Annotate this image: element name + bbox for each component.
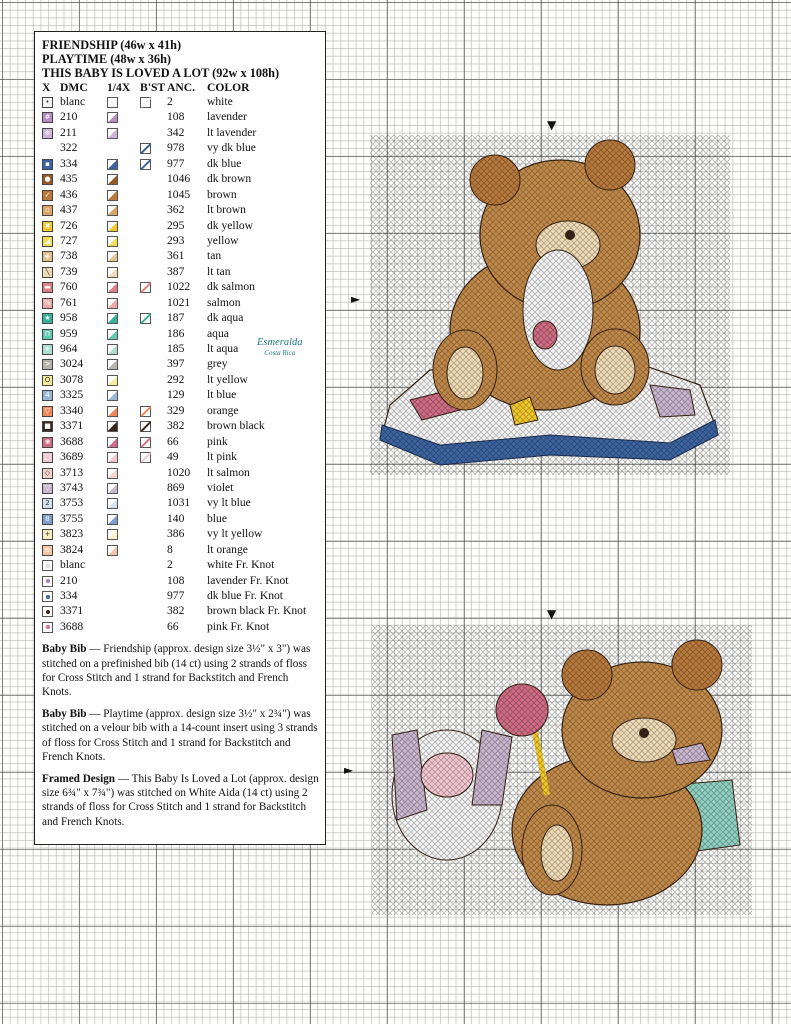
french-knot-icon — [42, 622, 53, 633]
legend-row — [42, 171, 319, 186]
quarter-stitch-swatch — [107, 437, 118, 448]
legend-symbol: ▫ — [42, 205, 53, 216]
legend-title-playtime: PLAYTIME (48w x 36h) — [42, 52, 172, 66]
legend-dmc: 727 — [60, 233, 78, 247]
legend-dmc: 3713 — [60, 465, 84, 479]
note-text: Playtime (approx. design size 3½" x 2¾") was stitched on a velour bib with a 14-count insert using 3 strands of floss for Cross Stitch and 1 strand for Backstitch and French Knots. — [42, 708, 318, 763]
quarter-stitch-swatch — [107, 298, 118, 309]
quarter-stitch-swatch — [107, 251, 118, 262]
stitching-note — [42, 707, 319, 764]
legend-dmc: 3325 — [60, 388, 84, 402]
legend-anc: 129 — [167, 388, 185, 402]
backstitch-swatch — [140, 282, 151, 293]
french-knot-icon — [42, 560, 53, 571]
legend-dmc: 3824 — [60, 542, 84, 556]
quarter-stitch-swatch — [107, 205, 118, 216]
legend-anc: 1020 — [167, 465, 191, 479]
quarter-stitch-swatch — [107, 514, 118, 525]
legend-anc: 342 — [167, 125, 185, 139]
legend-color-name: pink Fr. Knot — [207, 619, 270, 633]
legend-anc: 1046 — [167, 172, 191, 186]
arrow-down-icon: ▼ — [547, 607, 557, 621]
legend-anc: 295 — [167, 218, 185, 232]
french-knot-icon — [42, 576, 53, 587]
legend-row — [42, 465, 319, 480]
stitch-texture — [370, 135, 730, 475]
legend-color-name: lt blue — [207, 388, 237, 402]
legend-color-name: brown black Fr. Knot — [207, 604, 307, 618]
legend-color-name: vy lt yellow — [207, 527, 263, 541]
legend-row — [42, 125, 319, 140]
legend-row — [42, 387, 319, 402]
legend-dmc: 3340 — [60, 403, 84, 417]
backstitch-swatch — [140, 421, 151, 432]
note-title: Framed Design — [42, 772, 116, 785]
legend-anc: 386 — [167, 527, 185, 541]
legend-row — [42, 156, 319, 171]
col-color: COLOR — [207, 81, 250, 94]
legend-row — [42, 542, 319, 557]
legend-row — [42, 449, 319, 464]
quarter-stitch-swatch — [107, 159, 118, 170]
quarter-stitch-swatch — [107, 483, 118, 494]
legend-row — [42, 187, 319, 202]
quarter-stitch-swatch — [107, 236, 118, 247]
quarter-stitch-swatch — [107, 174, 118, 185]
backstitch-swatch — [140, 437, 151, 448]
quarter-stitch-swatch — [107, 529, 118, 540]
legend-color-name: brown — [207, 187, 237, 201]
legend-dmc: 437 — [60, 203, 78, 217]
legend-dmc: 3823 — [60, 527, 84, 541]
legend-row — [42, 495, 319, 510]
legend-row — [42, 233, 319, 248]
legend-dmc: 3371 — [60, 604, 84, 618]
esmeralda-watermark — [257, 338, 303, 358]
legend-dmc: 958 — [60, 311, 78, 325]
legend-knot-row — [42, 573, 319, 588]
legend-color-name: lt yellow — [207, 372, 248, 386]
legend-symbol: ※ — [42, 128, 53, 139]
legend-symbol: ▽ — [42, 483, 53, 494]
legend-dmc: blanc — [60, 558, 86, 572]
quarter-stitch-swatch — [107, 282, 118, 293]
legend-dmc: 761 — [60, 295, 78, 309]
col-dmc: DMC — [60, 81, 88, 94]
legend-anc: 66 — [167, 434, 179, 448]
legend-anc: 140 — [167, 511, 185, 525]
legend-dmc: 322 — [60, 141, 78, 155]
legend-anc: 869 — [167, 480, 185, 494]
legend-anc: 397 — [167, 357, 185, 371]
legend-color-name: aqua — [207, 326, 229, 340]
legend-dmc: 435 — [60, 172, 78, 186]
legend-symbol: ✓ — [42, 190, 53, 201]
legend-dmc: 3024 — [60, 357, 84, 371]
legend-color-name: salmon — [207, 295, 241, 309]
legend-row — [42, 310, 319, 325]
legend-color-name: vy lt blue — [207, 496, 251, 510]
legend-color-name: lt tan — [207, 264, 231, 278]
legend-row — [42, 434, 319, 449]
legend-color-name: lt brown — [207, 203, 246, 217]
legend-anc: 382 — [167, 604, 185, 618]
backstitch-swatch — [140, 313, 151, 324]
legend-title-friendship: FRIENDSHIP (46w x 41h) — [42, 38, 182, 52]
legend-color-name: dk yellow — [207, 218, 254, 232]
col-x: X — [42, 81, 51, 94]
legend-knot-row — [42, 557, 319, 572]
legend-anc: 8 — [167, 542, 173, 556]
legend-symbol: ◇ — [42, 468, 53, 479]
legend-symbol: ▪ — [42, 159, 53, 170]
friendship-bear-motif — [370, 135, 730, 475]
legend-row — [42, 372, 319, 387]
note-dash: — — [86, 708, 104, 721]
legend-knot-row — [42, 619, 319, 634]
legend-anc: 1021 — [167, 295, 191, 309]
legend-anc: 108 — [167, 573, 185, 587]
legend-dmc: 3078 — [60, 372, 84, 386]
french-knot-icon — [42, 591, 53, 602]
legend-symbol: ◈ — [42, 251, 53, 262]
quarter-stitch-swatch — [107, 344, 118, 355]
legend-knots — [42, 557, 319, 634]
legend-color-name: lt aqua — [207, 342, 239, 355]
legend-dmc: 760 — [60, 280, 78, 294]
legend-color-name: brown black — [207, 419, 265, 433]
legend-anc: 108 — [167, 110, 185, 124]
legend-dmc: 210 — [60, 110, 78, 124]
quarter-stitch-swatch — [107, 128, 118, 139]
legend-color-name: white — [207, 95, 233, 108]
legend-symbol: ▬ — [42, 282, 53, 293]
legend-notes — [42, 642, 319, 828]
legend-column-headers — [42, 80, 319, 94]
legend-anc: 1045 — [167, 187, 191, 201]
legend-anc: 361 — [167, 249, 185, 263]
legend-anc: 1031 — [167, 496, 191, 510]
legend-anc: 186 — [167, 326, 185, 340]
legend-symbol: % — [42, 298, 53, 309]
legend-color-name: dk salmon — [207, 280, 255, 294]
legend-row — [42, 218, 319, 233]
watermark-name: Esmeralda — [257, 337, 303, 348]
col-anc: ANC. — [167, 81, 196, 94]
legend-color-name: blue — [207, 511, 227, 525]
legend-anc: 978 — [167, 141, 185, 155]
quarter-stitch-swatch — [107, 390, 118, 401]
quarter-stitch-swatch — [107, 498, 118, 509]
arrow-down-icon: ▼ — [547, 118, 557, 132]
legend-row — [42, 202, 319, 217]
quarter-stitch-swatch — [107, 421, 118, 432]
legend-symbol: ▽ — [42, 406, 53, 417]
legend-dmc: 436 — [60, 187, 78, 201]
legend-color-name: violet — [207, 480, 234, 494]
legend-symbol: ■ — [42, 421, 53, 432]
legend-anc: 329 — [167, 403, 185, 417]
legend-symbol: ◢ — [42, 236, 53, 247]
legend-symbol: ✖ — [42, 221, 53, 232]
backstitch-swatch — [140, 97, 151, 108]
legend-anc: 187 — [167, 311, 185, 325]
legend-row — [42, 140, 319, 155]
note-dash: — — [86, 643, 104, 656]
legend-dmc: 3743 — [60, 480, 84, 494]
quarter-stitch-swatch — [107, 221, 118, 232]
legend-symbol: > — [42, 359, 53, 370]
legend-anc: 66 — [167, 619, 179, 633]
legend-dmc: 3753 — [60, 496, 84, 510]
quarter-stitch-swatch — [107, 359, 118, 370]
arrow-right-icon: ► — [344, 763, 354, 777]
legend-symbol: + — [42, 529, 53, 540]
backstitch-swatch — [140, 159, 151, 170]
legend-dmc: 3371 — [60, 419, 84, 433]
legend-row — [42, 248, 319, 263]
legend-anc: 362 — [167, 203, 185, 217]
legend-color-name: dk brown — [207, 172, 252, 186]
legend-title-loved: THIS BABY IS LOVED A LOT (92w x 108h) — [42, 66, 280, 80]
legend-color-name: dk aqua — [207, 311, 244, 325]
legend-rows — [42, 94, 319, 557]
legend-color-name: dk blue Fr. Knot — [207, 589, 284, 602]
note-title: Baby Bib — [42, 643, 87, 656]
legend-dmc: 959 — [60, 326, 78, 340]
legend-symbol: ● — [42, 174, 53, 185]
legend-anc: 977 — [167, 589, 185, 602]
legend-anc: 293 — [167, 233, 185, 247]
backstitch-swatch — [140, 452, 151, 463]
legend-anc: 1022 — [167, 280, 191, 294]
legend-color-name: lt lavender — [207, 125, 257, 139]
legend-dmc: 964 — [60, 342, 78, 355]
quarter-stitch-swatch — [107, 97, 118, 108]
legend-color-name: yellow — [207, 233, 239, 247]
stitching-note — [42, 772, 319, 829]
legend-anc: 382 — [167, 419, 185, 433]
stitch-texture — [372, 625, 752, 915]
legend-row — [42, 480, 319, 495]
legend-dmc: 3689 — [60, 450, 84, 464]
quarter-stitch-swatch — [107, 267, 118, 278]
quarter-stitch-swatch — [107, 329, 118, 340]
legend-row — [42, 418, 319, 433]
legend-knot-row — [42, 603, 319, 618]
legend-symbol: ❀ — [42, 437, 53, 448]
legend-color-name: pink — [207, 434, 228, 448]
note-title: Baby Bib — [42, 708, 87, 721]
quarter-stitch-swatch — [107, 112, 118, 123]
legend-anc: 292 — [167, 372, 185, 386]
quarter-stitch-swatch — [107, 452, 118, 463]
legend-dmc: 211 — [60, 125, 77, 139]
col-backstitch: B'ST — [140, 81, 166, 94]
note-dash: — — [115, 772, 132, 785]
legend-row — [42, 403, 319, 418]
quarter-stitch-swatch — [107, 375, 118, 386]
legend-anc: 387 — [167, 264, 185, 278]
legend-symbol: Π — [42, 329, 53, 340]
legend-anc: 2 — [167, 95, 173, 108]
backstitch-swatch — [140, 143, 151, 154]
legend-dmc: 334 — [60, 589, 78, 602]
color-key-legend — [34, 31, 326, 845]
quarter-stitch-swatch — [107, 545, 118, 556]
legend-color-name: vy dk blue — [207, 141, 256, 155]
legend-anc: 2 — [167, 558, 173, 572]
legend-row — [42, 264, 319, 279]
legend-dmc: 3688 — [60, 619, 84, 633]
legend-dmc: 210 — [60, 573, 78, 587]
legend-symbol: ✳ — [42, 344, 53, 355]
legend-anc: 977 — [167, 156, 185, 170]
legend-anc: 49 — [167, 450, 179, 464]
legend-row — [42, 526, 319, 541]
legend-symbol: 4 — [42, 390, 53, 401]
legend-color-name: orange — [207, 403, 239, 417]
legend-row — [42, 279, 319, 294]
quarter-stitch-swatch — [107, 190, 118, 201]
legend-color-name: tan — [207, 249, 222, 263]
legend-knot-row — [42, 588, 319, 603]
legend-symbol: ╲ — [42, 267, 53, 278]
legend-symbol: ≡ — [42, 545, 53, 556]
legend-dmc: 739 — [60, 264, 78, 278]
legend-dmc: 738 — [60, 249, 78, 263]
legend-dmc: 3755 — [60, 511, 84, 525]
legend-symbol: O — [42, 375, 53, 386]
legend-color-name: lt salmon — [207, 465, 250, 479]
legend-color-name: lavender — [207, 110, 247, 124]
legend-symbol: 2 — [42, 498, 53, 509]
french-knot-icon — [42, 606, 53, 617]
legend-dmc: 3688 — [60, 434, 84, 448]
quarter-stitch-swatch — [107, 468, 118, 479]
legend-row — [42, 109, 319, 124]
legend-symbol: • — [42, 97, 53, 108]
col-quarter: 1/4X — [107, 81, 131, 94]
legend-symbol: ★ — [42, 313, 53, 324]
playtime-bear-motif — [372, 625, 752, 915]
quarter-stitch-swatch — [107, 406, 118, 417]
arrow-right-icon: ► — [351, 292, 361, 306]
legend-row — [42, 356, 319, 371]
legend-dmc: 334 — [60, 156, 78, 170]
legend-color-name: dk blue — [207, 156, 242, 170]
legend-symbol: # — [42, 112, 53, 123]
legend-row — [42, 295, 319, 310]
legend-dmc: 726 — [60, 218, 78, 232]
stitching-note — [42, 642, 319, 699]
legend-color-name: lt pink — [207, 450, 237, 464]
legend-dmc: blanc — [60, 95, 86, 108]
note-text: This Baby Is Loved a Lot (approx. design size 6¾" x 7¾") was stitched on White Aida (14 ct) using 2 strands of floss for Cross Stitch and 1 strand for Backstitch and French Knots. — [42, 772, 319, 828]
quarter-stitch-swatch — [107, 313, 118, 324]
legend-color-name: lt orange — [207, 542, 248, 556]
legend-color-name: white Fr. Knot — [207, 558, 275, 572]
legend-symbol: □ — [42, 452, 53, 463]
legend-color-name: lavender Fr. Knot — [207, 573, 289, 587]
note-text: Friendship (approx. design size 3½" x 3") was stitched on a prefinished bib (14 ct) using 2 strands of floss for Cross Stitch and 1 strand for Backstitch and French Knots. — [42, 643, 311, 698]
legend-anc: 185 — [167, 342, 185, 355]
legend-row — [42, 511, 319, 526]
backstitch-swatch — [140, 406, 151, 417]
watermark-place: Costa Rica — [264, 349, 296, 357]
legend-symbol: 8 — [42, 514, 53, 525]
legend-color-name: grey — [207, 357, 228, 371]
legend-row — [42, 94, 319, 109]
